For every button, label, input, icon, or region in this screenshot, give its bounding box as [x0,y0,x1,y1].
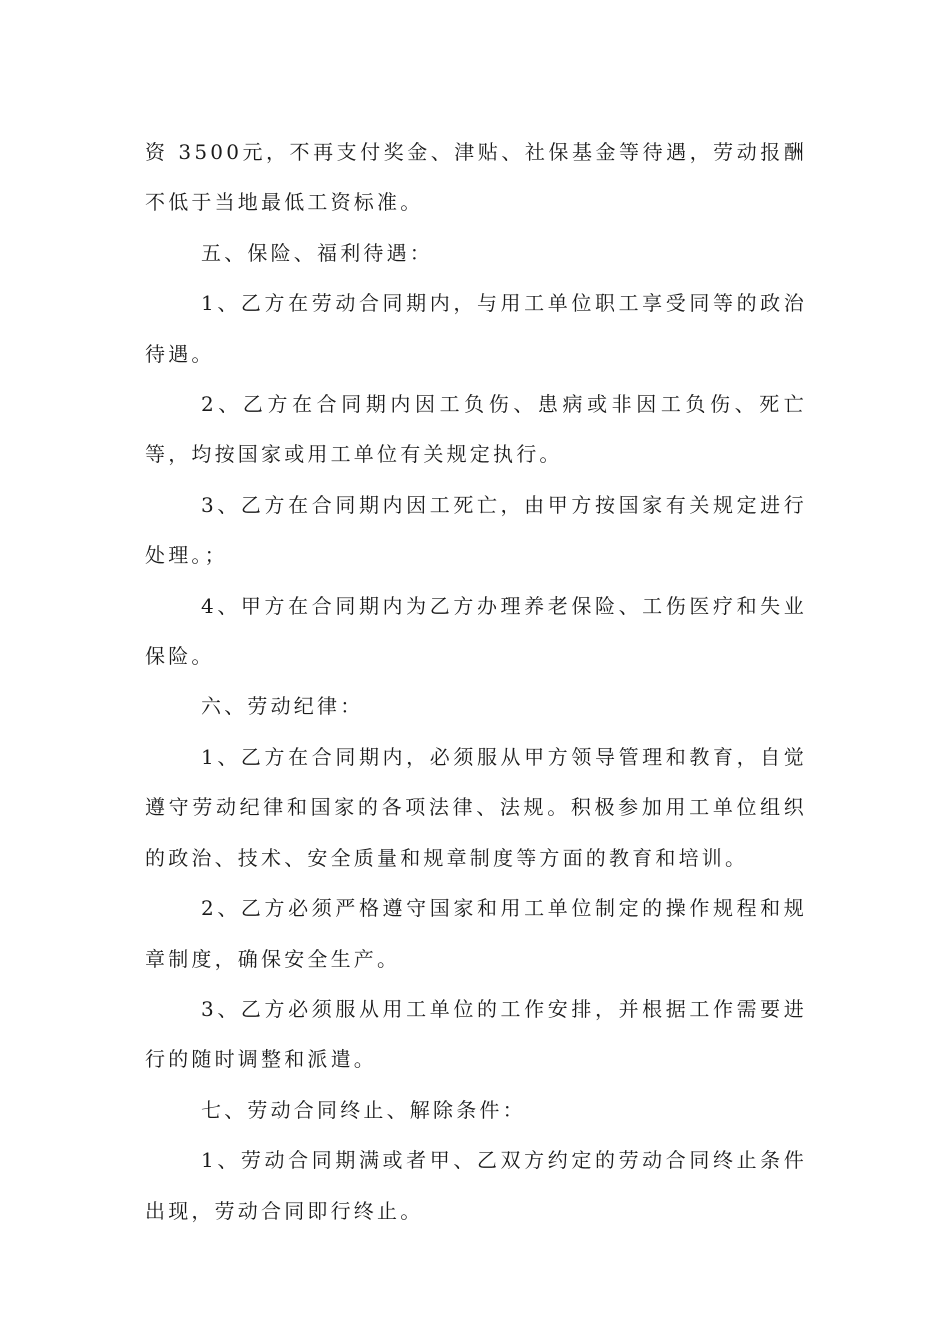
paragraph-discipline-item-1: 1、乙方在合同期内，必须服从甲方领导管理和教育，自觉遵守劳动纪律和国家的各项法律、法规。积极参加用工单位组织的政治、技术、安全质量和规章制度等方面的教育和培训。 [145,744,807,870]
document-body [145,127,807,1236]
paragraph-termination-item-1: 1、劳动合同期满或者甲、乙双方约定的劳动合同终止条件出现，劳动合同即行终止。 [145,1148,807,1223]
paragraph-wage-continuation: 资 3500元，不再支付奖金、津贴、社保基金等待遇，劳动报酬不低于当地最低工资标准。 [145,140,807,215]
paragraph-discipline-item-2: 2、乙方必须严格遵守国家和用工单位制定的操作规程和规章制度，确保安全生产。 [145,896,807,971]
paragraph-discipline-item-3: 3、乙方必须服从用工单位的工作安排，并根据工作需要进行的随时调整和派遣。 [145,996,807,1072]
paragraph-insurance-item-4: 4、甲方在合同期内为乙方办理养老保险、工伤医疗和失业保险。 [145,593,807,669]
paragraph-insurance-item-3: 3、乙方在合同期内因工死亡，由甲方按国家有关规定进行处理。； [145,492,807,568]
paragraph-insurance-item-1: 1、乙方在劳动合同期内，与用工单位职工享受同等的政治待遇。 [145,291,807,366]
section-heading-contract-termination: 七、劳动合同终止、解除条件： [201,1097,526,1122]
section-heading-labor-discipline: 六、劳动纪律： [201,694,364,719]
paragraph-insurance-item-2: 2、乙方在合同期内因工负伤、患病或非因工负伤、死亡等，均按国家或用工单位有关规定执行。 [145,392,807,467]
section-heading-insurance-benefits: 五、保险、福利待遇： [201,240,433,265]
